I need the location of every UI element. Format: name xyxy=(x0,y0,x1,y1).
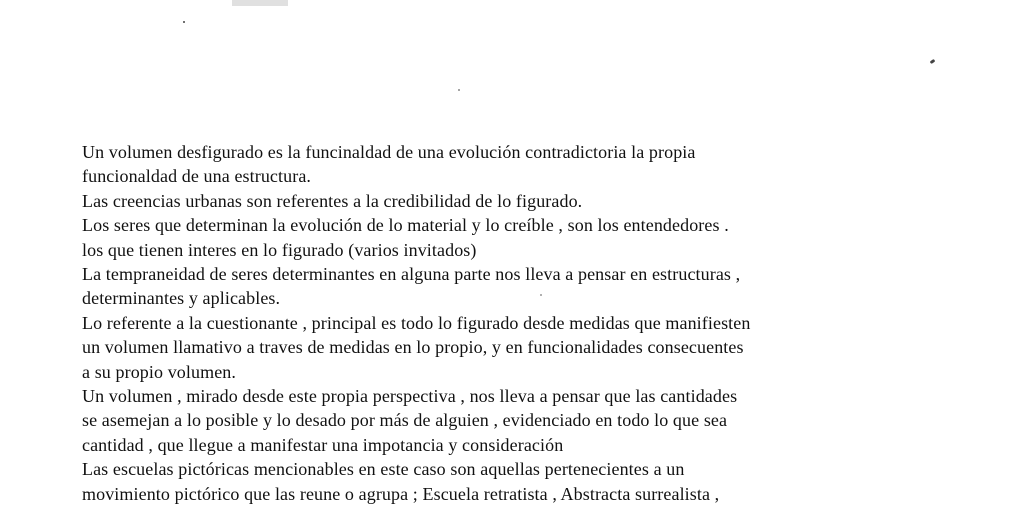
text-line: los que tienen interes en lo figurado (varios invitados) xyxy=(82,239,477,260)
text-line: La tempraneidad de seres determinantes en alguna parte nos lleva a pensar en estructuras , xyxy=(82,264,741,285)
scan-speck xyxy=(183,21,185,23)
text-line: funcionaldad de una estructura. xyxy=(82,166,312,187)
text-line: Los seres que determinan la evolución de lo material y lo creíble , son los entendedores . xyxy=(82,215,729,236)
text-line: Lo referente a la cuestionante , principal es todo lo figurado desde medidas que manifiesten xyxy=(82,312,751,333)
text-line: movimiento pictórico que las reune o agrupa ; Escuela retratista , Abstracta surrealista , xyxy=(82,483,720,504)
text-line: Las escuelas pictóricas mencionables en este caso son aquellas pertenecientes a un xyxy=(82,459,685,480)
text-line: cantidad , que llegue a manifestar una impotancia y consideración xyxy=(82,434,564,455)
text-line: Un volumen , mirado desde este propia perspectiva , nos lleva a pensar que las cantidades xyxy=(82,386,738,407)
scan-artifact xyxy=(232,0,288,6)
text-line: determinantes y aplicables. xyxy=(82,288,281,309)
scan-speck xyxy=(458,89,460,91)
text-line: Un volumen desfigurado es la funcinaldad de una evolución contradictoria la propia xyxy=(82,142,696,162)
text-line: se asemejan a lo posible y lo desado por más de alguien , evidenciado en todo lo que sea xyxy=(82,410,728,431)
text-line: a su propio volumen. xyxy=(82,361,236,382)
text-line: Las creencias urbanas son referentes a la credibilidad de lo figurado. xyxy=(82,190,583,211)
scan-speck xyxy=(930,59,936,64)
text-line: un volumen llamativo a traves de medidas en lo propio, y en funcionalidades consecuentes xyxy=(82,337,744,358)
body-text xyxy=(82,140,882,506)
